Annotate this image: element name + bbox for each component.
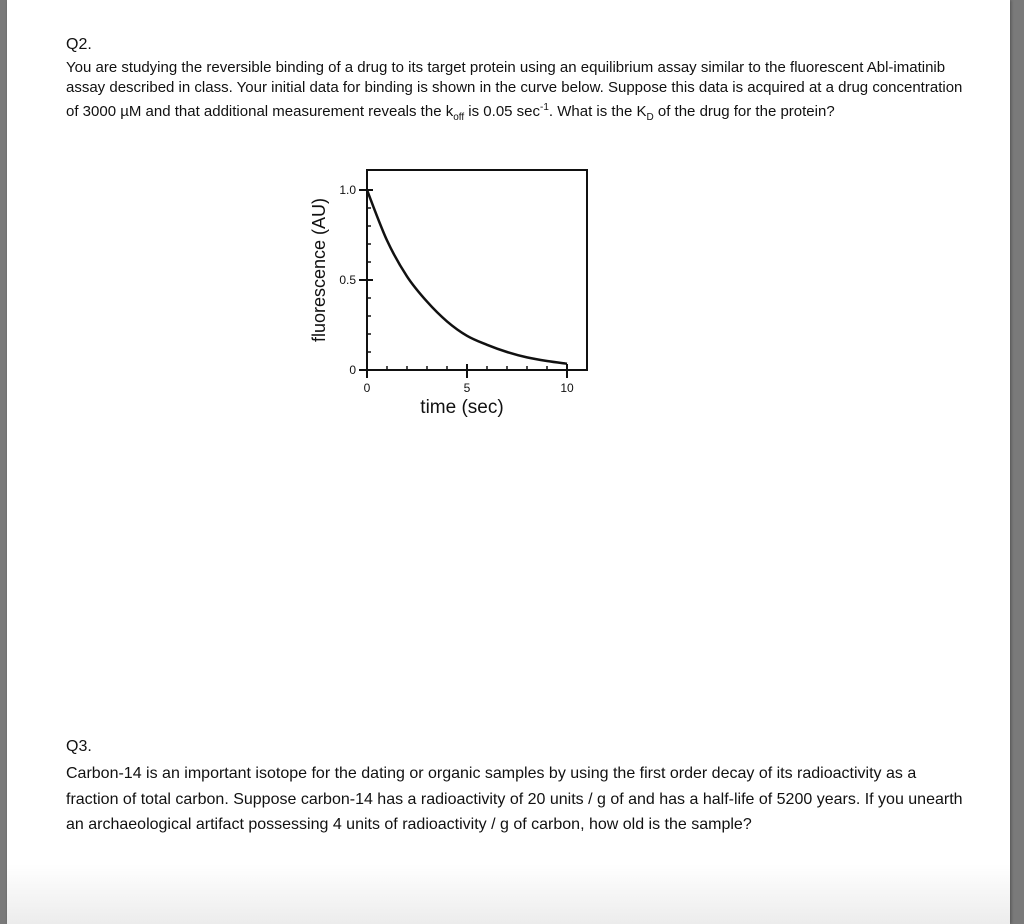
- kd-subscript: D: [646, 112, 654, 123]
- y-tick-label: 0.5: [339, 273, 356, 287]
- koff-subscript: off: [453, 112, 465, 123]
- y-tick-label: 0: [349, 363, 356, 377]
- x-tick-label: 10: [560, 381, 574, 395]
- y-axis-label: fluorescence (AU): [309, 197, 329, 343]
- fluorescence-chart: [297, 160, 607, 430]
- page-bottom-shadow: [7, 864, 1010, 924]
- question-3-text: Carbon-14 is an important isotope for the dating or organic samples by using the first order decay of its radioactivity as a fraction of total carbon. Suppose carbon-14 has a radioactivity of 20 units / g of and has a half-life of 5200 years. If you unearth an archaeological artifact possessing 4 units of radioactivity / g of carbon, how old is the sample?: [66, 765, 963, 833]
- q2-text-part4: of the drug for the protein?: [653, 103, 835, 120]
- y-tick-label: 1.0: [339, 183, 356, 197]
- question-3-number: Q3.: [66, 738, 92, 755]
- q2-text-part3: . What is the K: [548, 103, 647, 120]
- x-axis-ticks: [364, 364, 574, 395]
- document-page: [7, 0, 1010, 924]
- x-tick-label: 5: [463, 381, 471, 395]
- x-axis-label: time (sec): [420, 397, 504, 418]
- sec-superscript: -1: [540, 102, 549, 113]
- question-2-number: Q2.: [66, 36, 92, 53]
- question-2-text: [66, 58, 966, 128]
- x-tick-label: 0: [363, 381, 371, 395]
- binding-curve: [367, 190, 567, 364]
- q2-text-part1: You are studying the reversible binding of a drug to its target protein using an equilibrium assay similar to the fluorescent Abl-imatinib assay described in class. Your initial data for binding is shown in the curve below. Suppose this data is acquired at a drug concentration of 3000 µM and that additional measurement reveals the k: [66, 59, 963, 120]
- q2-text-part2: is 0.05 sec: [464, 103, 541, 120]
